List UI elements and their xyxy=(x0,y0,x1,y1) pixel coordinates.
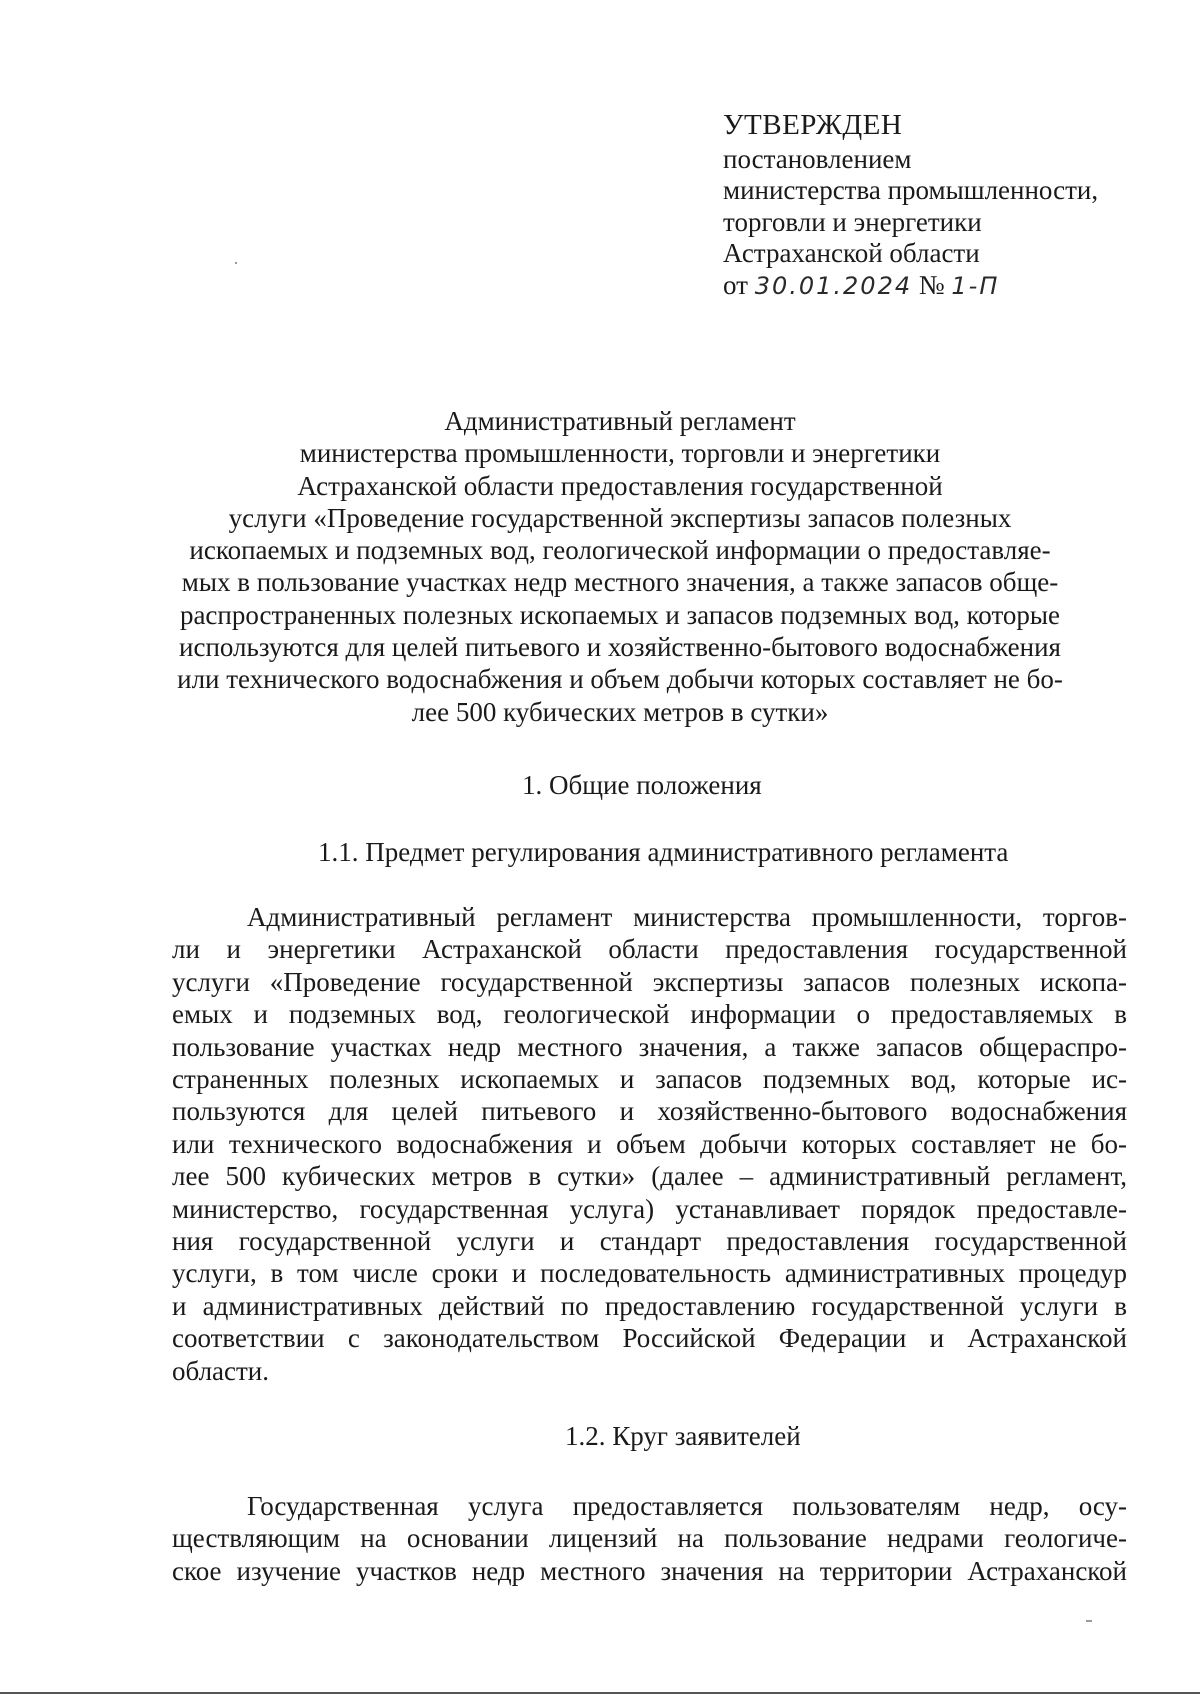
subsection-heading: 1.2. Круг заявителей xyxy=(565,1421,801,1451)
paragraph-line: и административных действий по предоставлению государственной услуги в xyxy=(172,1290,1127,1321)
subsection-heading: 1.1. Предмет регулирования административного регламента xyxy=(318,837,1009,867)
approval-line-4: Астраханской области xyxy=(723,238,980,268)
approval-date-line xyxy=(723,270,1163,303)
title-line: Административный регламент xyxy=(444,406,796,436)
paragraph-line: области. xyxy=(172,1355,270,1386)
title-line: ископаемых и подземных вод, геологической информации о предоставляе- xyxy=(189,535,1051,566)
title-line: Астраханской области предоставления государственной xyxy=(297,470,943,501)
paragraph-line: соответствии с законодательством Российской Федерации и Астраханской xyxy=(172,1323,1127,1354)
paragraph-line: пользуются для целей питьевого и хозяйственно-бытового водоснабжения xyxy=(172,1096,1127,1127)
title-line: распространенных полезных ископаемых и запасов подземных вод, которые xyxy=(179,599,1061,630)
scan-edge-line xyxy=(0,1692,1200,1694)
paragraph-line: емых и подземных вод, геологической информации о предоставляемых в xyxy=(172,999,1127,1030)
paragraph-line: ли и энергетики Астраханской области предоставления государственной xyxy=(172,934,1127,965)
paragraph-line: страненных полезных ископаемых и запасов подземных вод, которые ис- xyxy=(172,1064,1127,1095)
paragraph-line: пользование участках недр местного значения, а также запасов общераспро- xyxy=(172,1031,1127,1062)
paragraph-line: министерство, государственная услуга) устанавливает порядок предоставле- xyxy=(172,1193,1127,1224)
date-value: 30.01.2024 xyxy=(754,271,913,300)
section-heading: 1. Общие положения xyxy=(522,770,762,800)
paragraph-1-2 xyxy=(172,1490,1127,1587)
approval-heading: УТВЕРЖДЕН xyxy=(723,109,903,141)
paragraph-line: услуги, в том числе сроки и последовательность административных процедур xyxy=(172,1258,1127,1289)
paragraph-line: ния государственной услуги и стандарт предоставления государственной xyxy=(172,1226,1127,1257)
number-value: 1-П xyxy=(951,271,1000,300)
paragraph-line: услуги «Проведение государственной экспертизы запасов полезных ископа- xyxy=(172,966,1127,997)
paragraph-line: Административный регламент министерства промышленности, торгов- xyxy=(247,902,1127,932)
title-line: используются для целей питьевого и хозяйственно-бытового водоснабжения xyxy=(179,632,1061,663)
approval-line-2: министерства промышленности, xyxy=(723,175,1099,205)
title-line: министерства промышленности, торговли и энергетики xyxy=(299,438,941,469)
paragraph-line: лее 500 кубических метров в сутки» (далее – административный регламент, xyxy=(172,1161,1127,1192)
date-prefix: от xyxy=(723,269,748,300)
title-line: мых в пользование участках недр местного значения, а также запасов обще- xyxy=(181,567,1059,598)
paragraph-line: Государственная услуга предоставляется пользователям недр, осу- xyxy=(247,1491,1127,1521)
title-line: или технического водоснабжения и объем добычи которых составляет не бо- xyxy=(177,664,1063,695)
paragraph-line: ществляющим на основании лицензий на пользование недрами геологиче- xyxy=(172,1523,1127,1554)
scan-speck xyxy=(235,262,237,264)
approval-block xyxy=(723,110,1163,302)
title-line: лее 500 кубических метров в сутки» xyxy=(411,696,829,727)
document-title xyxy=(170,405,1070,728)
approval-line-1: постановлением xyxy=(723,143,912,174)
approval-line-3: торговли и энергетики xyxy=(723,206,982,237)
paragraph-1-1 xyxy=(172,901,1127,1387)
paragraph-line: или технического водоснабжения и объем добычи которых составляет не бо- xyxy=(172,1128,1127,1159)
paragraph-line: ское изучение участков недр местного значения на территории Астраханской xyxy=(172,1555,1127,1586)
scan-speck xyxy=(1086,1620,1092,1622)
title-line: услуги «Проведение государственной экспертизы запасов полезных xyxy=(228,502,1012,533)
number-prefix: № xyxy=(918,269,945,300)
